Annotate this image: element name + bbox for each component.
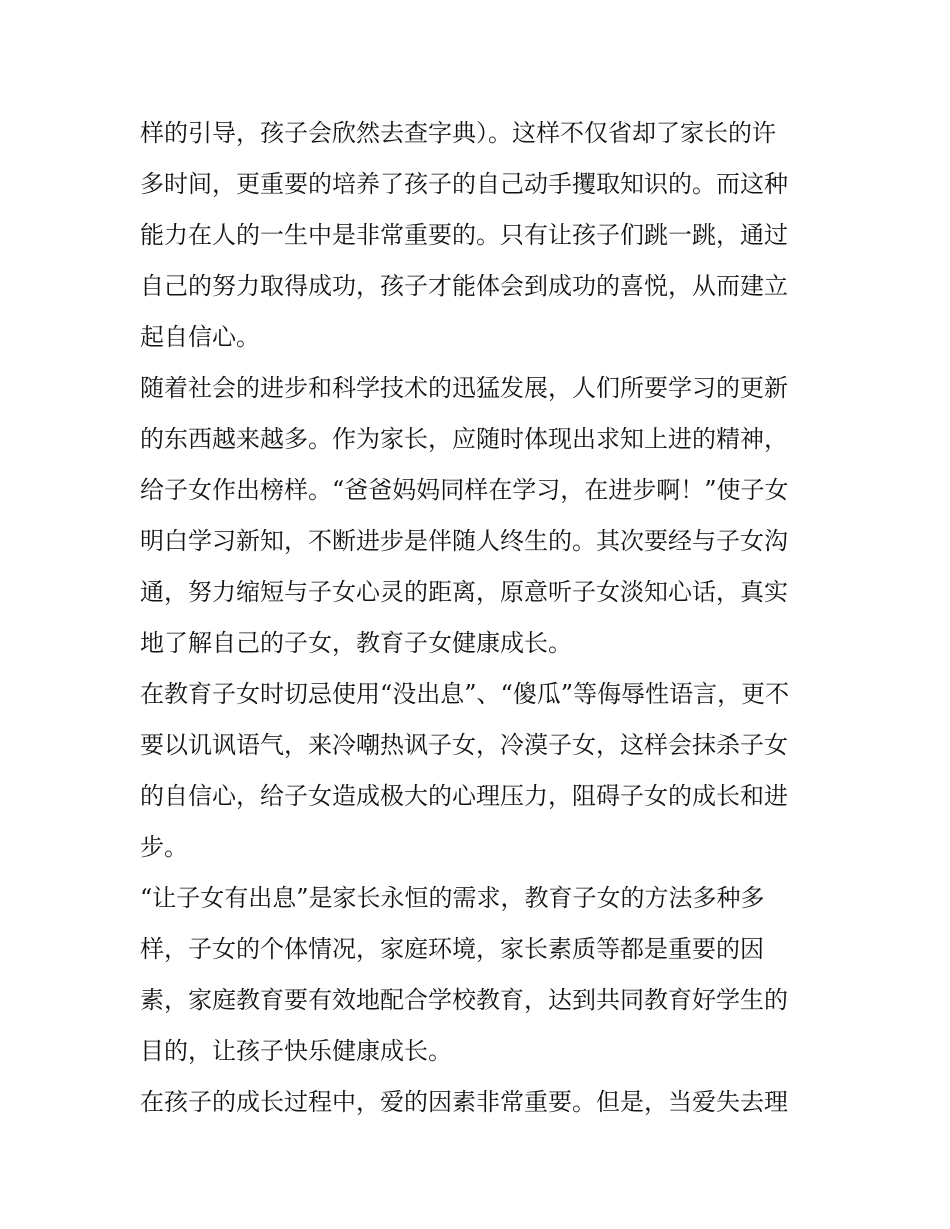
text-line: 素，家庭教育要有效地配合学校教育，达到共同教育好学生的 [140, 986, 788, 1014]
text-line: 随着社会的进步和科学技术的迅猛发展，人们所要学习的更新 [140, 374, 788, 402]
text-line: “让子女有出息”是家长永恒的需求，教育子女的方法多种多 [140, 884, 765, 912]
text-line: 在教育子女时切忌使用“没出息”、“傻瓜”等侮辱性语言，更不 [140, 680, 790, 708]
text-line: 目的，让孩子快乐健康成长。 [140, 1037, 452, 1065]
paragraph-4 [140, 873, 812, 1077]
paragraph-5 [140, 1077, 812, 1128]
text-line: 在孩子的成长过程中，爱的因素非常重要。但是，当爱失去理 [140, 1088, 788, 1116]
text-line: 的东西越来越多。作为家长，应随时体现出求知上进的精神， [140, 425, 788, 453]
text-line: 能力在人的一生中是非常重要的。只有让孩子们跳一跳，通过 [140, 221, 788, 249]
text-line: 多时间，更重要的培养了孩子的自己动手攫取知识的。而这种 [140, 170, 788, 198]
text-line: 起自信心。 [140, 323, 260, 351]
text-line: 样的引导，孩子会欣然去查字典）。这样不仅省却了家长的许 [140, 119, 776, 147]
text-line: 要以讥讽语气，来冷嘲热讽子女，冷漠子女，这样会抹杀子女 [140, 731, 788, 759]
text-line: 步。 [140, 833, 188, 861]
text-line: 给子女作出榜样。“爸爸妈妈同样在学习，在进步啊！”使子女 [140, 476, 789, 504]
text-line: 通，努力缩短与子女心灵的距离，原意听子女淡知心话，真实 [140, 578, 788, 606]
text-line: 自己的努力取得成功，孩子才能体会到成功的喜悦，从而建立 [140, 272, 788, 300]
text-line: 明白学习新知，不断进步是伴随人终生的。其次要经与子女沟 [140, 527, 788, 555]
text-line: 地了解自己的子女，教育子女健康成长。 [140, 629, 572, 657]
paragraph-1 [140, 108, 812, 363]
text-line: 样，子女的个体情况，家庭环境，家长素质等都是重要的因 [140, 935, 764, 963]
text-line: 的自信心，给子女造成极大的心理压力，阻碍子女的成长和进 [140, 782, 788, 810]
paragraph-2 [140, 363, 812, 669]
paragraph-3 [140, 669, 812, 873]
document-body [140, 108, 812, 1128]
